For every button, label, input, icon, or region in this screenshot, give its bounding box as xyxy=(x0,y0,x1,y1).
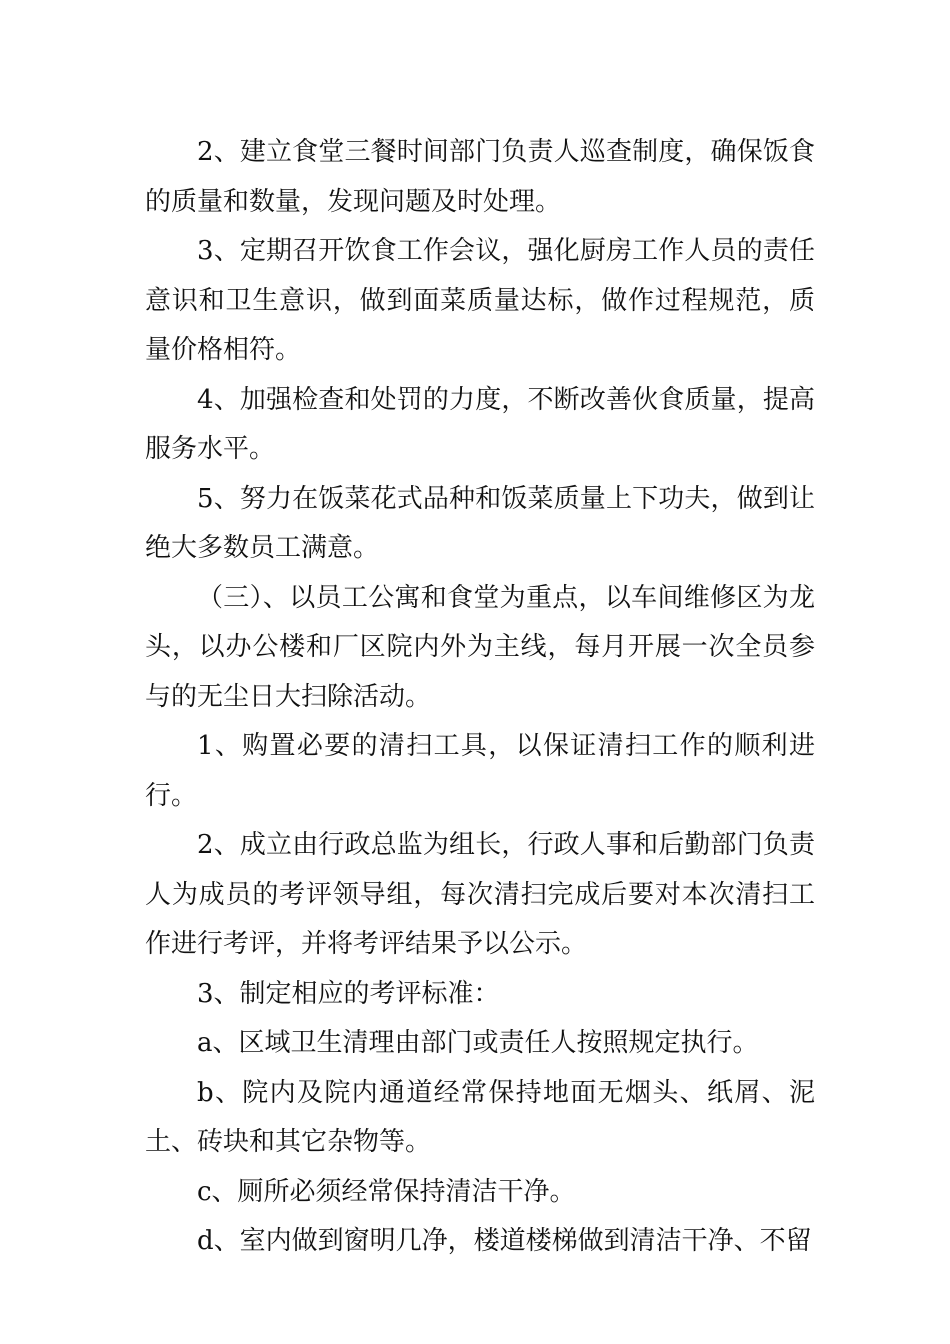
paragraph-section-three: （三）、以员工公寓和食堂为重点，以车间维修区为龙头，以办公楼和厂区院内外为主线，每月开展一次全员参与的无尘日大扫除活动。 xyxy=(145,582,815,712)
paragraph-standard-d: d、室内做到窗明几净，楼道楼梯做到清洁干净、不留 xyxy=(197,1226,812,1256)
paragraph-standard-a: a、区域卫生清理由部门或责任人按照规定执行。 xyxy=(197,1028,759,1058)
paragraph-standard-c: c、厕所必须经常保持清洁干净。 xyxy=(197,1176,576,1207)
paragraph-evaluation-standards: 3、制定相应的考评标准： xyxy=(197,978,500,1009)
paragraph-inspection-penalty: 4、加强检查和处罚的力度，不断改善伙食质量，提高服务水平。 xyxy=(145,384,815,464)
paragraph-menu-variety: 5、努力在饭菜花式品种和饭菜质量上下功夫，做到让绝大多数员工满意。 xyxy=(145,483,815,563)
paragraph-cafeteria-inspection: 2、建立食堂三餐时间部门负责人巡查制度，确保饭食的质量和数量，发现问题及时处理。 xyxy=(145,137,815,217)
paragraph-standard-b: b、院内及院内通道经常保持地面无烟头、纸屑、泥土、砖块和其它杂物等。 xyxy=(145,1077,815,1157)
paragraph-cleaning-tools: 1、购置必要的清扫工具，以保证清扫工作的顺利进行。 xyxy=(145,731,815,811)
paragraph-evaluation-group: 2、成立由行政总监为组长，行政人事和后勤部门负责人为成员的考评领导组，每次清扫完成后要对本次清扫工作进行考评，并将考评结果予以公示。 xyxy=(145,830,815,959)
document-body xyxy=(145,128,815,1267)
paragraph-food-meeting: 3、定期召开饮食工作会议，强化厨房工作人员的责任意识和卫生意识，做到面菜质量达标，做作过程规范，质量价格相符。 xyxy=(145,236,815,365)
